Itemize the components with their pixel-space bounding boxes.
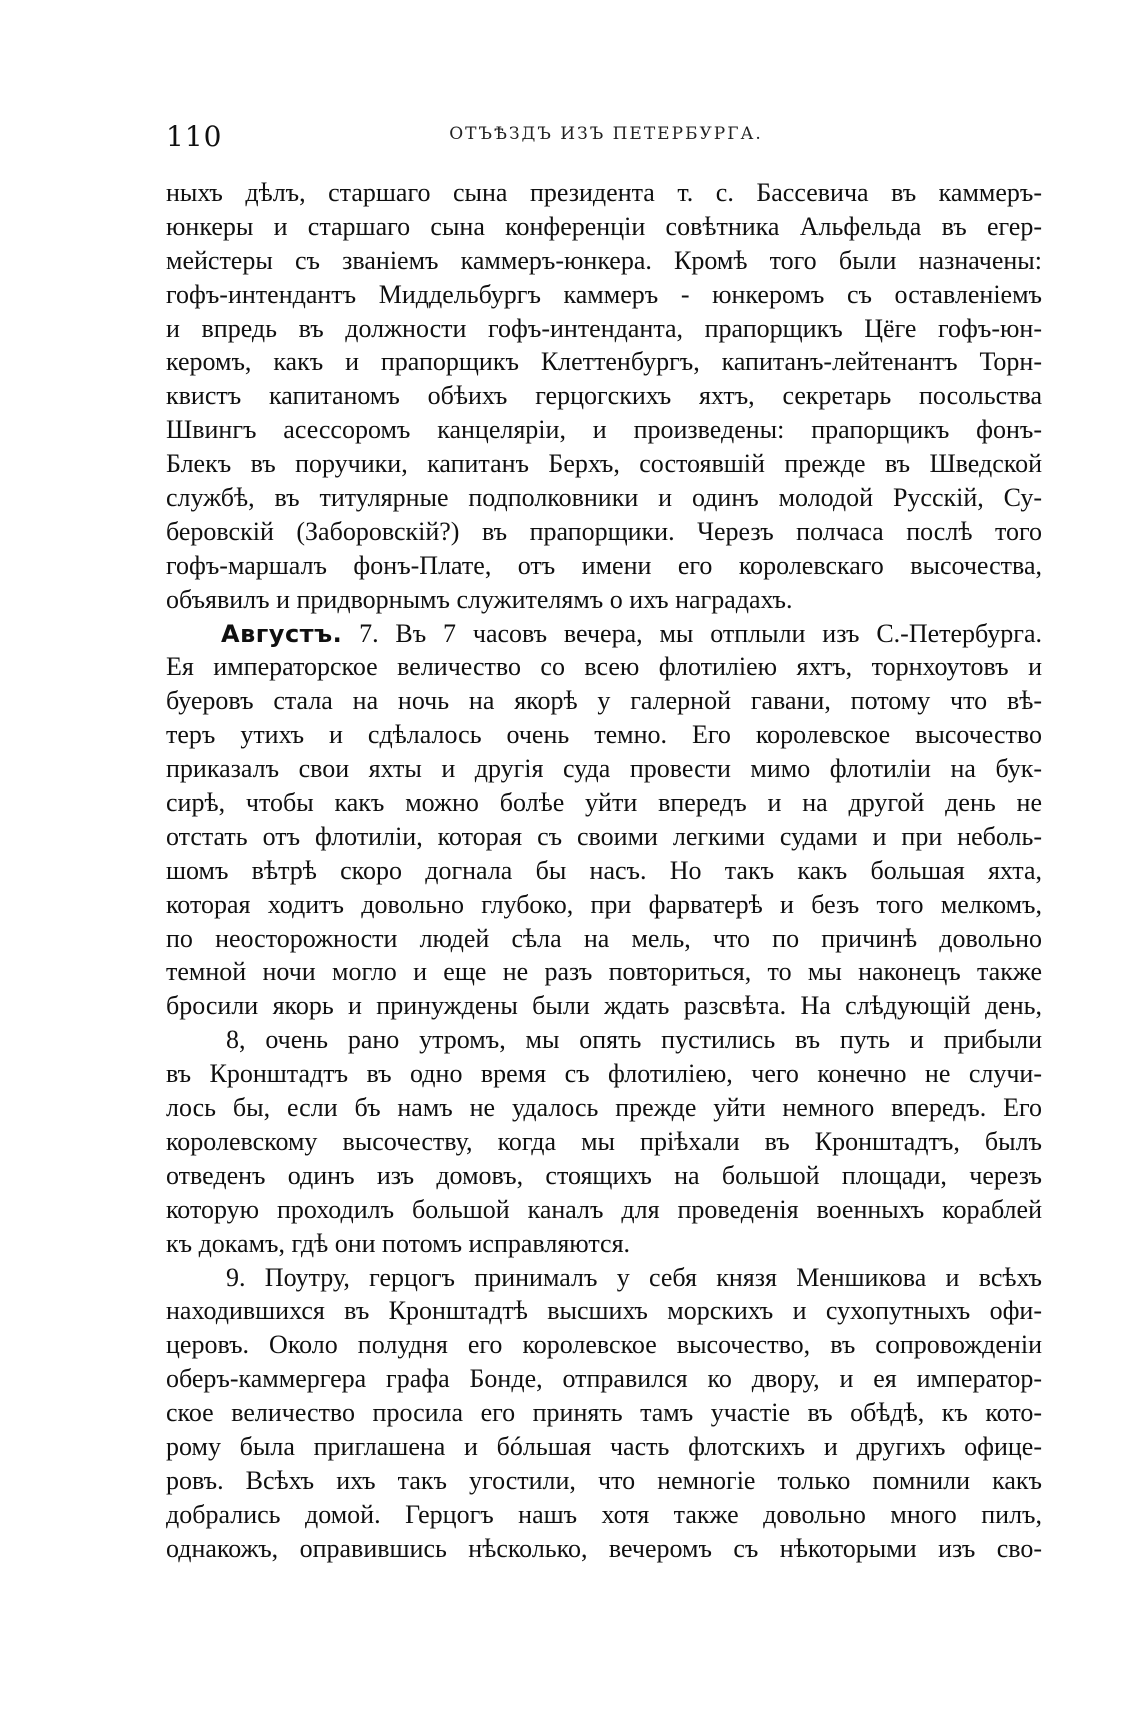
- text-line: ское величество просила его принять тамъ участіе въ обѣдѣ, къ кото-: [166, 1398, 1042, 1428]
- text-line: которая ходитъ довольно глубоко, при фарватерѣ и безъ того мелкомъ,: [166, 889, 1042, 919]
- text-line: объявилъ и придворнымъ служителямъ о ихъ наградахъ.: [166, 584, 793, 614]
- text-line: въ Кронштадтъ въ одно время съ флотиліею, чего конечно не случи-: [166, 1059, 1042, 1089]
- text-line: гофъ-интендантъ Миддельбургъ каммеръ - юнкеромъ съ оставленіемъ: [166, 279, 1042, 309]
- text-line: церовъ. Около полудня его королевское высочество, въ сопровожденіи: [166, 1330, 1042, 1360]
- text-line: темной ночи могло и еще не разъ повториться, то мы наконецъ также: [166, 957, 1042, 987]
- text-line: 9. Поутру, герцогъ принималъ у себя князя Меншикова и всѣхъ: [226, 1262, 1042, 1292]
- text-line: ныхъ дѣлъ, старшаго сына президента т. с. Бассевича въ каммеръ-: [166, 178, 1042, 207]
- text-line: юнкеры и старшаго сына конференціи совѣтника Альфельда въ егер-: [166, 211, 1042, 241]
- text-line: и впредь въ должности гофъ-интенданта, прапорщикъ Цёге гофъ-юн-: [166, 313, 1042, 343]
- text-line: Блекъ въ поручики, капитанъ Берхъ, состоявшій прежде въ Шведской: [166, 449, 1042, 479]
- text-line: сирѣ, чтобы какъ можно болѣе уйти впередъ и на другой день не: [166, 788, 1042, 818]
- text-line: Ея императорское величество со всею флотиліею яхтъ, торнхоутовъ и: [166, 652, 1042, 682]
- page-number: 110: [166, 120, 223, 153]
- text-line: королевскому высочеству, когда мы пріѣхали въ Кронштадтъ, былъ: [166, 1126, 1042, 1156]
- body-text: [166, 176, 1042, 1566]
- text-line: добрались домой. Герцогъ нашъ хотя также довольно много пилъ,: [166, 1499, 1042, 1529]
- text-line: ровъ. Всѣхъ ихъ такъ угостили, что немногіе только помнили какъ: [166, 1465, 1042, 1495]
- text-line: мейстеры съ званіемъ каммеръ-юнкера. Кромѣ того были назначены:: [166, 245, 1042, 275]
- text-line: бросили якорь и принуждены были ждать разсвѣта. На слѣдующій день,: [166, 991, 1042, 1021]
- text-line: теръ утихъ и сдѣлалось очень темно. Его королевское высочество: [166, 720, 1042, 750]
- chapter-title: ОТЪѢЗДЪ ИЗЪ ПЕТЕРБУРГА.: [449, 124, 763, 144]
- text-line: находившихся въ Кронштадтѣ высшихъ морскихъ и сухопутныхъ офи-: [166, 1296, 1042, 1326]
- text-line: буеровъ стала на ночь на якорѣ у галерной гавани, потому что вѣ-: [166, 686, 1042, 716]
- entry-first-line-text: 7. Въ 7 часовъ вечера, мы отплыли изъ С.-Петербурга.: [342, 618, 1042, 648]
- text-line: которую проходилъ большой каналъ для проведенія военныхъ кораблей: [166, 1194, 1042, 1224]
- text-line: по неосторожности людей сѣла на мель, что по причинѣ довольно: [166, 923, 1042, 953]
- text-line: 8, очень рано утромъ, мы опять пустились въ путь и прибыли: [226, 1025, 1042, 1055]
- text-line: керомъ, какъ и прапорщикъ Клеттенбургъ, капитанъ-лейтенантъ Торн-: [166, 347, 1042, 377]
- text-line: шомъ вѣтрѣ скоро догнала бы насъ. Но такъ какъ большая яхта,: [166, 855, 1042, 885]
- text-line: приказалъ свои яхты и другія суда провести мимо флотиліи на бук-: [166, 754, 1042, 784]
- text-line: однакожъ, оправившись нѣсколько, вечеромъ съ нѣкоторыми изъ сво-: [166, 1533, 1042, 1563]
- text-line: отведенъ одинъ изъ домовъ, стоящихъ на большой площади, черезъ: [166, 1160, 1042, 1190]
- dated-entry-first-line: [166, 617, 1042, 651]
- text-line: беровскій (Заборовскій?) въ прапорщики. Черезъ полчаса послѣ того: [166, 516, 1042, 546]
- text-line: гофъ-маршалъ фонъ-Плате, отъ имени его королевскаго высочества,: [166, 550, 1042, 580]
- month-heading: Августъ.: [221, 619, 343, 648]
- text-line: службѣ, въ титулярные подполковники и одинъ молодой Русскій, Су-: [166, 483, 1042, 513]
- text-line: отстать отъ флотиліи, которая съ своими легкими судами и при неболь-: [166, 821, 1042, 851]
- text-line: рому была приглашена и бóльшая часть флотскихъ и другихъ офице-: [166, 1431, 1042, 1461]
- text-line: лось бы, если бъ намъ не удалось прежде уйти немного впередъ. Его: [166, 1093, 1042, 1123]
- text-line: Швингъ асессоромъ канцеляріи, и произведены: прапорщикъ фонъ-: [166, 415, 1042, 445]
- text-line: оберъ-каммергера графа Бонде, отправился ко двору, и ея император-: [166, 1364, 1042, 1394]
- text-line: къ докамъ, гдѣ они потомъ исправляются.: [166, 1228, 631, 1258]
- text-line: квистъ капитаномъ обѣихъ герцогскихъ яхтъ, секретарь посольства: [166, 381, 1042, 411]
- running-head: [166, 120, 1046, 154]
